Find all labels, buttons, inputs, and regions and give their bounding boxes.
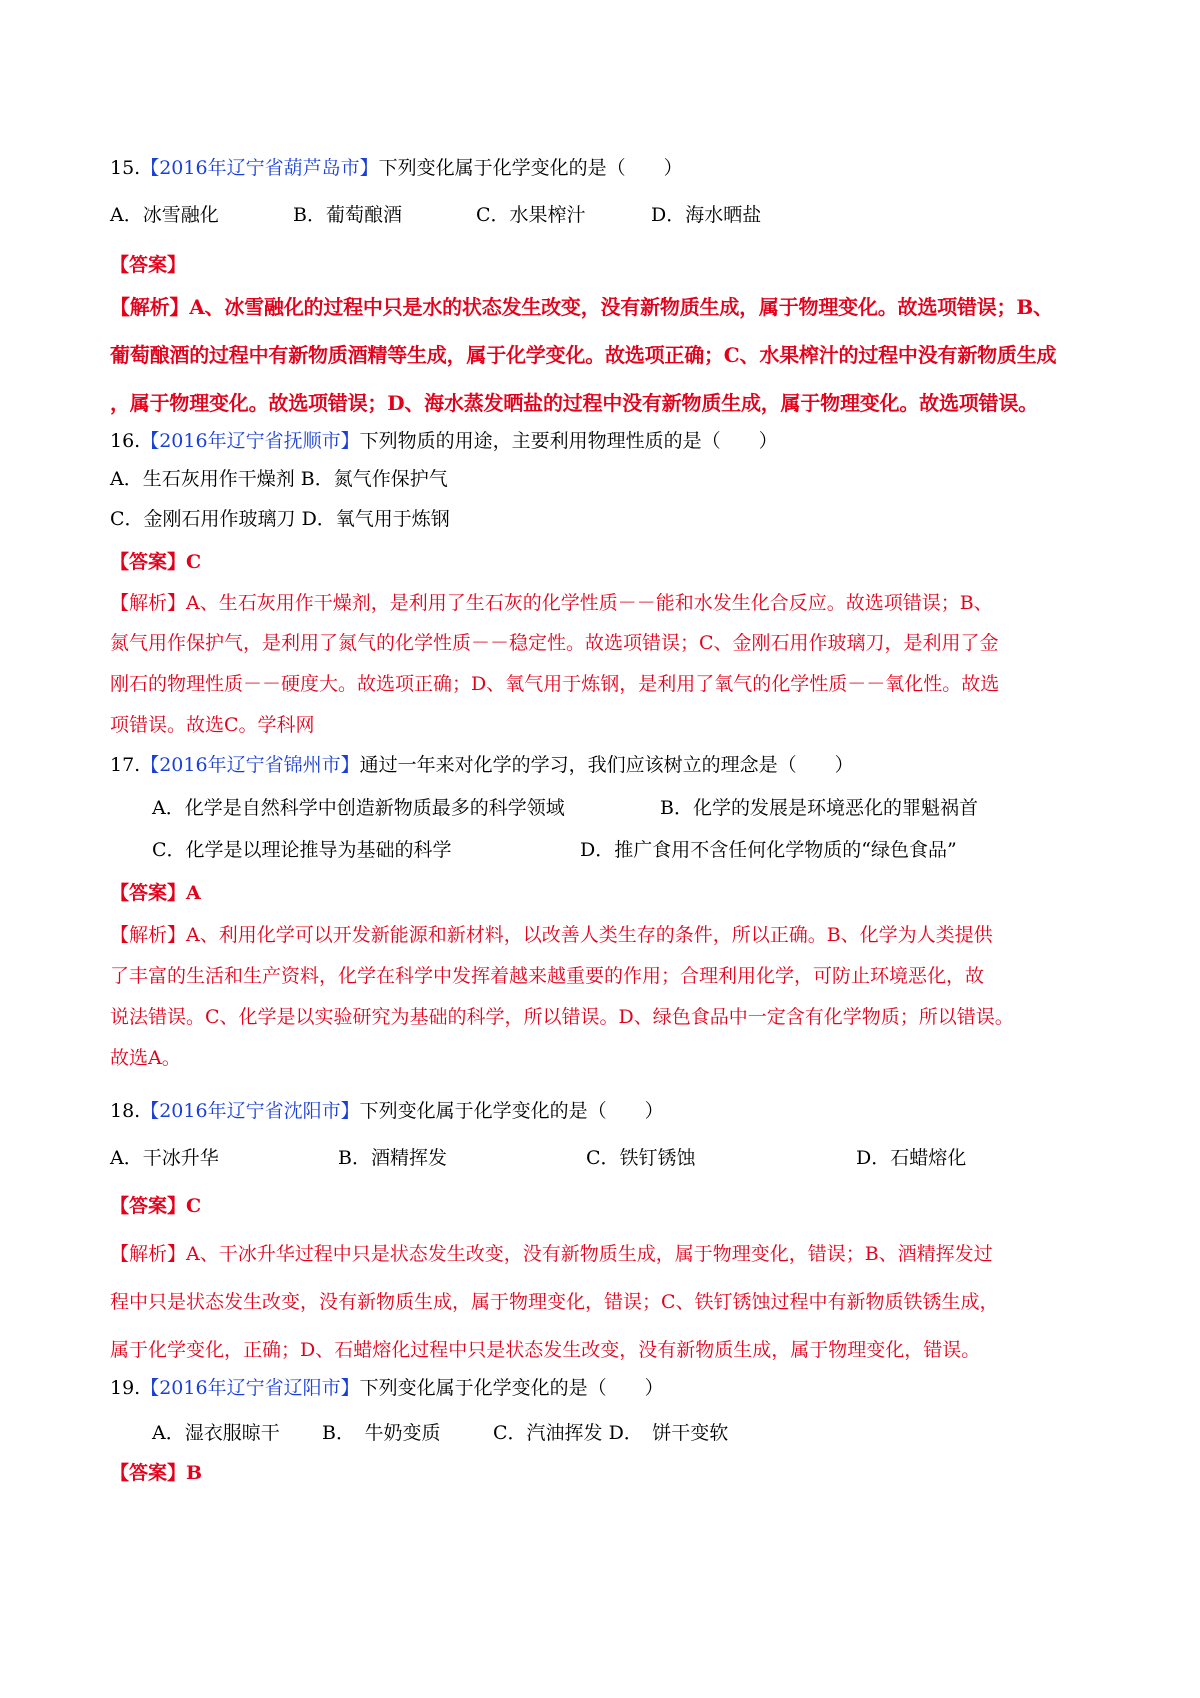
question-17-stem [110, 752, 854, 778]
question-text: 下列变化属于化学变化的是（ ） [378, 157, 683, 179]
answer-value: A [186, 882, 201, 904]
question-text: 下列物质的用途，主要利用物理性质的是（ ） [359, 430, 778, 452]
question-text: 下列变化属于化学变化的是（ ） [359, 1100, 664, 1122]
option-d: D．海水晒盐 [651, 204, 762, 226]
answer-label: 【答案】 [110, 551, 187, 573]
option-c-d: C．汽油挥发 D． 饼干变软 [493, 1422, 729, 1444]
analysis-17-line-3: 说法错误。C、化学是以实验研究为基础的科学，所以错误。D、绿色食品中一定含有化学物质；所以错误。 [110, 1006, 1014, 1028]
option-b: B． 牛奶变质 [322, 1422, 441, 1444]
option-b: B．化学的发展是环境恶化的罪魁祸首 [660, 797, 978, 819]
question-source: 【2016年辽宁省葫芦岛市】 [140, 157, 379, 179]
option-a: A．化学是自然科学中创造新物质最多的科学领域 [152, 797, 565, 819]
question-number: 15. [110, 157, 141, 179]
analysis-15-line-1: 【解析】A、冰雪融化的过程中只是水的状态发生改变，没有新物质生成，属于物理变化。故选项错误；B、 [110, 295, 1053, 319]
answer-value: B [186, 1462, 203, 1484]
option-a: A．干冰升华 [110, 1147, 219, 1169]
answer-value: C [186, 551, 202, 573]
question-number: 17. [110, 754, 141, 776]
option-d: D．石蜡熔化 [856, 1147, 967, 1169]
answer-label: 【答案】 [110, 882, 187, 904]
analysis-16-line-3: 刚石的物理性质－－硬度大。故选项正确；D、氧气用于炼钢，是利用了氧气的化学性质－－氧化性。故选 [110, 673, 1000, 695]
analysis-16-line-2: 氮气用作保护气，是利用了氮气的化学性质－－稳定性。故选项错误；C、金刚石用作玻璃刀，是利用了金 [110, 632, 999, 654]
question-number: 19. [110, 1377, 141, 1399]
option-a: A．湿衣服晾干 [152, 1422, 280, 1444]
question-text: 下列变化属于化学变化的是（ ） [359, 1377, 664, 1399]
analysis-17-line-1: 【解析】A、利用化学可以开发新能源和新材料，以改善人类生存的条件，所以正确。B、化学为人类提供 [110, 924, 993, 946]
answer-19 [110, 1460, 202, 1486]
option-a: A．冰雪融化 [110, 204, 219, 226]
analysis-16-line-1: 【解析】A、生石灰用作干燥剂，是利用了生石灰的化学性质－－能和水发生化合反应。故选项错误；B、 [110, 592, 993, 614]
option-b: B．酒精挥发 [338, 1147, 447, 1169]
answer-value: C [186, 1195, 202, 1217]
analysis-18-line-1: 【解析】A、干冰升华过程中只是状态发生改变，没有新物质生成，属于物理变化，错误；B、酒精挥发过 [110, 1243, 993, 1265]
question-source: 【2016年辽宁省锦州市】 [140, 754, 360, 776]
option-c: C．水果榨汁 [476, 204, 586, 226]
analysis-15-line-2: 葡萄酿酒的过程中有新物质酒精等生成，属于化学变化。故选项正确；C、水果榨汁的过程中没有新物质生成 [110, 343, 1057, 367]
question-19-stem [110, 1375, 664, 1401]
answer-17 [110, 880, 201, 906]
question-number: 18. [110, 1100, 141, 1122]
analysis-18-line-3: 属于化学变化，正确；D、石蜡熔化过程中只是状态发生改变，没有新物质生成，属于物理变化，错误。 [110, 1339, 981, 1361]
option-c: C．铁钉锈蚀 [586, 1147, 696, 1169]
question-source: 【2016年辽宁省抚顺市】 [140, 430, 360, 452]
option-row-2: C．金刚石用作玻璃刀 D．氧气用于炼钢 [110, 508, 450, 530]
question-18-stem [110, 1098, 664, 1124]
answer-label: 【答案】 [110, 254, 187, 276]
option-row-1: A．生石灰用作干燥剂 B．氮气作保护气 [110, 468, 448, 490]
answer-15 [110, 252, 186, 278]
question-source: 【2016年辽宁省沈阳市】 [140, 1100, 360, 1122]
answer-label: 【答案】 [110, 1195, 187, 1217]
analysis-18-line-2: 程中只是状态发生改变，没有新物质生成，属于物理变化，错误；C、铁钉锈蚀过程中有新物质铁锈生成， [110, 1291, 999, 1313]
analysis-17-line-4: 故选A。 [110, 1047, 181, 1069]
analysis-16-line-4: 项错误。故选C。学科网 [110, 714, 315, 736]
answer-label: 【答案】 [110, 1462, 187, 1484]
option-b: B．葡萄酿酒 [293, 204, 402, 226]
question-text: 通过一年来对化学的学习，我们应该树立的理念是（ ） [359, 754, 854, 776]
answer-18 [110, 1193, 201, 1219]
option-d: D．推广食用不含任何化学物质的“绿色食品” [580, 839, 957, 861]
answer-16 [110, 549, 201, 575]
analysis-15-line-3: ，属于物理变化。故选项错误；D、海水蒸发晒盐的过程中没有新物质生成，属于物理变化。故选项错误。 [110, 391, 1038, 415]
question-number: 16. [110, 430, 141, 452]
question-source: 【2016年辽宁省辽阳市】 [140, 1377, 360, 1399]
option-c: C．化学是以理论推导为基础的科学 [152, 839, 452, 861]
question-16-stem [110, 428, 778, 454]
question-15-stem [110, 155, 683, 181]
analysis-17-line-2: 了丰富的生活和生产资料，化学在科学中发挥着越来越重要的作用；合理利用化学，可防止环境恶化，故 [110, 965, 985, 987]
